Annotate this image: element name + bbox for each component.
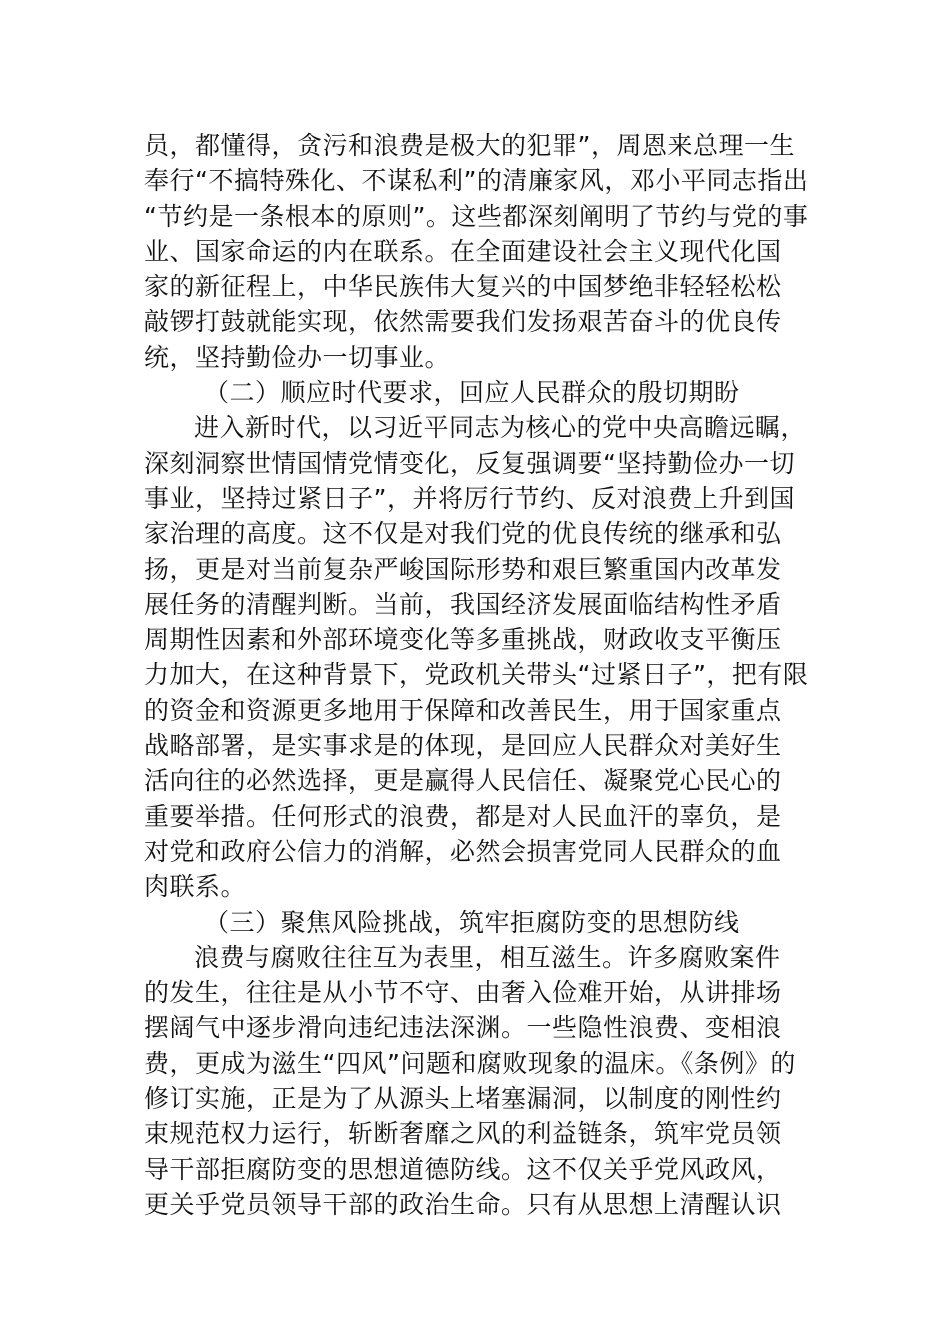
text-line: 的发生，往往是从小节不守、由奢入俭难开始，从讲排场 xyxy=(144,978,782,1008)
text-line: 深刻洞察世情国情党情变化，反复强调要“坚持勤俭办一切 xyxy=(144,448,795,478)
text-line: 员，都懂得，贪污和浪费是极大的犯罪”，周恩来总理一生 xyxy=(144,131,795,160)
text-line: 家治理的高度。这不仅是对我们党的优良传统的继承和弘 xyxy=(144,519,782,549)
text-line: 修订实施，正是为了从源头上堵塞漏洞，以制度的刚性约 xyxy=(144,1084,782,1114)
text-line: 事业，坚持过紧日子”，并将厉行节约、反对浪费上升到国 xyxy=(144,483,795,513)
text-line: 重要举措。任何形式的浪费，都是对人民血汗的辜负，是 xyxy=(144,801,782,831)
text-line: 家的新征程上，中华民族伟大复兴的中国梦绝非轻轻松松 xyxy=(144,272,782,302)
text-line: 导干部拒腐防变的思想道德防线。这不仅关乎党风政风， xyxy=(144,1154,782,1184)
text-line: 活向往的必然选择，更是赢得人民信任、凝聚党心民心的 xyxy=(144,766,782,796)
text-line: 束规范权力运行，斩断奢靡之风的利益链条，筑牢党员领 xyxy=(144,1119,782,1149)
text-line: 肉联系。 xyxy=(144,872,247,902)
text-line: 更关乎党员领导干部的政治生命。只有从思想上清醒认识 xyxy=(144,1189,782,1219)
text-line: 奉行“不搞特殊化、不谋私利”的清廉家风，邓小平同志指出 xyxy=(144,166,809,196)
text-line: 对党和政府公信力的消解，必然会损害党同人民群众的血 xyxy=(144,836,782,866)
section-heading: （二）顺应时代要求，回应人民群众的殷切期盼 xyxy=(204,378,740,408)
text-line: 力加大，在这种背景下，党政机关带头“过紧日子”，把有限 xyxy=(144,660,809,690)
text-line: 展任务的清醒判断。当前，我国经济发展面临结构性矛盾 xyxy=(144,589,782,619)
paragraph-first-line: 进入新时代，以习近平同志为核心的党中央高瞻远瞩， xyxy=(194,413,807,443)
document-body xyxy=(144,128,824,1222)
text-line: 周期性因素和外部环境变化等多重挑战，财政收支平衡压 xyxy=(144,625,782,655)
text-line: 统，坚持勤俭办一切事业。 xyxy=(144,342,451,372)
section-heading: （三）聚焦风险挑战，筑牢拒腐防变的思想防线 xyxy=(204,907,740,937)
text-line: 扬，更是对当前复杂严峻国际形势和艰巨繁重国内改革发 xyxy=(144,554,782,584)
text-line: 战略部署，是实事求是的体现，是回应人民群众对美好生 xyxy=(144,731,782,761)
paragraph-first-line: 浪费与腐败往往互为表里，相互滋生。许多腐败案件 xyxy=(194,942,781,972)
text-line: 敲锣打鼓就能实现，依然需要我们发扬艰苦奋斗的优良传 xyxy=(144,307,782,337)
text-line: “节约是一条根本的原则”。这些都深刻阐明了节约与党的事 xyxy=(144,201,809,231)
text-line: 费，更成为滋生“四风”问题和腐败现象的温床。《条例》的 xyxy=(144,1048,796,1078)
text-line: 业、国家命运的内在联系。在全面建设社会主义现代化国 xyxy=(144,236,782,266)
text-line: 摆阔气中逐步滑向违纪违法深渊。一些隐性浪费、变相浪 xyxy=(144,1013,782,1043)
text-line: 的资金和资源更多地用于保障和改善民生，用于国家重点 xyxy=(144,695,782,725)
